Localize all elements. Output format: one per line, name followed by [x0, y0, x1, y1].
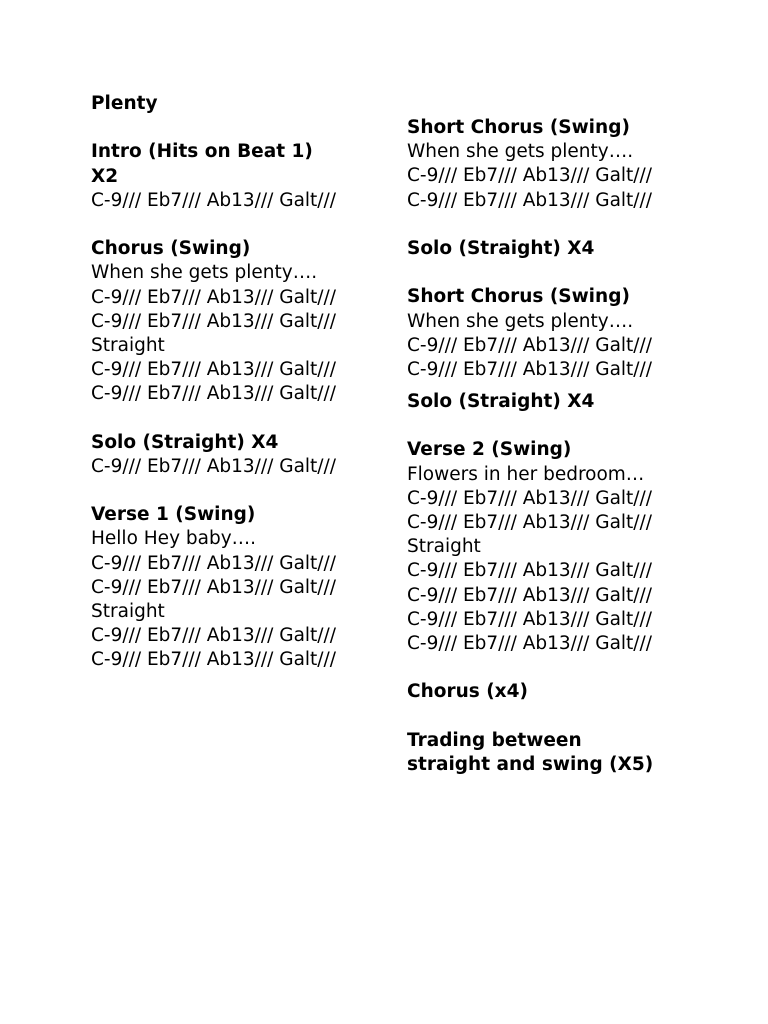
feel-marker: Straight [91, 334, 165, 356]
spacer [91, 116, 381, 140]
spacer [91, 406, 381, 430]
verse1-heading: Verse 1 (Swing) [91, 504, 256, 526]
chord-line: C-9/// Eb7/// Ab13/// Galt/// [407, 334, 653, 356]
spacer [407, 213, 697, 237]
chord-line: C-9/// Eb7/// Ab13/// Galt/// [91, 576, 337, 598]
chord-line: C-9/// Eb7/// Ab13/// Galt/// [91, 310, 337, 332]
chord-line: C-9/// Eb7/// Ab13/// Galt/// [407, 358, 653, 380]
chord-line: C-9/// Eb7/// Ab13/// Galt/// [91, 383, 337, 405]
chord-line: C-9/// Eb7/// Ab13/// Galt/// [407, 560, 653, 582]
spacer [91, 479, 381, 503]
chorus-x4-heading: Chorus (x4) [407, 681, 528, 703]
spacer [407, 414, 697, 438]
intro-repeat: X2 [91, 165, 119, 187]
chorus-heading: Chorus (Swing) [91, 238, 251, 260]
chord-line: C-9/// Eb7/// Ab13/// Galt/// [407, 512, 653, 533]
feel-marker: Straight [91, 600, 165, 622]
chord-line: C-9/// Eb7/// Ab13/// Galt/// [407, 608, 653, 630]
spacer [407, 382, 697, 390]
lyric-line: Flowers in her bedroom… [407, 463, 645, 485]
lyric-line: Hello Hey baby…. [91, 528, 257, 550]
spacer [407, 705, 697, 729]
chord-line: C-9/// Eb7/// Ab13/// Galt/// [407, 584, 653, 606]
chord-line: C-9/// Eb7/// Ab13/// Galt/// [91, 552, 337, 574]
lyric-line: When she gets plenty…. [407, 310, 634, 332]
chord-line: C-9/// Eb7/// Ab13/// Galt/// [91, 286, 337, 308]
left-column [91, 92, 381, 673]
solo-heading: Solo (Straight) X4 [91, 431, 279, 453]
chord-line: C-9/// Eb7/// Ab13/// Galt/// [91, 189, 337, 211]
chord-line: C-9/// Eb7/// Ab13/// Galt/// [407, 487, 653, 509]
short-chorus-heading: Short Chorus (Swing) [407, 117, 630, 138]
chord-line: C-9/// Eb7/// Ab13/// Galt/// [407, 632, 653, 654]
verse2-heading: Verse 2 (Swing) [407, 439, 572, 461]
lyric-line: When she gets plenty…. [91, 262, 318, 284]
short-chorus-heading: Short Chorus (Swing) [407, 286, 630, 308]
spacer [407, 261, 697, 285]
chord-line: C-9/// Eb7/// Ab13/// Galt/// [91, 625, 337, 647]
song-title: Plenty [91, 93, 158, 114]
right-column [407, 116, 697, 777]
trading-heading-continued: straight and swing (X5) [407, 753, 654, 775]
lyric-line: When she gets plenty…. [407, 141, 634, 163]
solo-heading: Solo (Straight) X4 [407, 237, 595, 259]
chord-line: C-9/// Eb7/// Ab13/// Galt/// [407, 165, 653, 187]
trading-heading: Trading between [407, 729, 582, 751]
intro-heading: Intro (Hits on Beat 1) [91, 141, 313, 163]
spacer [91, 213, 381, 237]
chord-line: C-9/// Eb7/// Ab13/// Galt/// [91, 455, 337, 477]
solo-heading: Solo (Straight) X4 [407, 391, 595, 413]
chord-line: C-9/// Eb7/// Ab13/// Galt/// [91, 359, 337, 381]
chord-line: C-9/// Eb7/// Ab13/// Galt/// [407, 189, 653, 211]
feel-marker: Straight [407, 536, 481, 558]
chord-line: C-9/// Eb7/// Ab13/// Galt/// [91, 649, 337, 671]
spacer [407, 656, 697, 680]
